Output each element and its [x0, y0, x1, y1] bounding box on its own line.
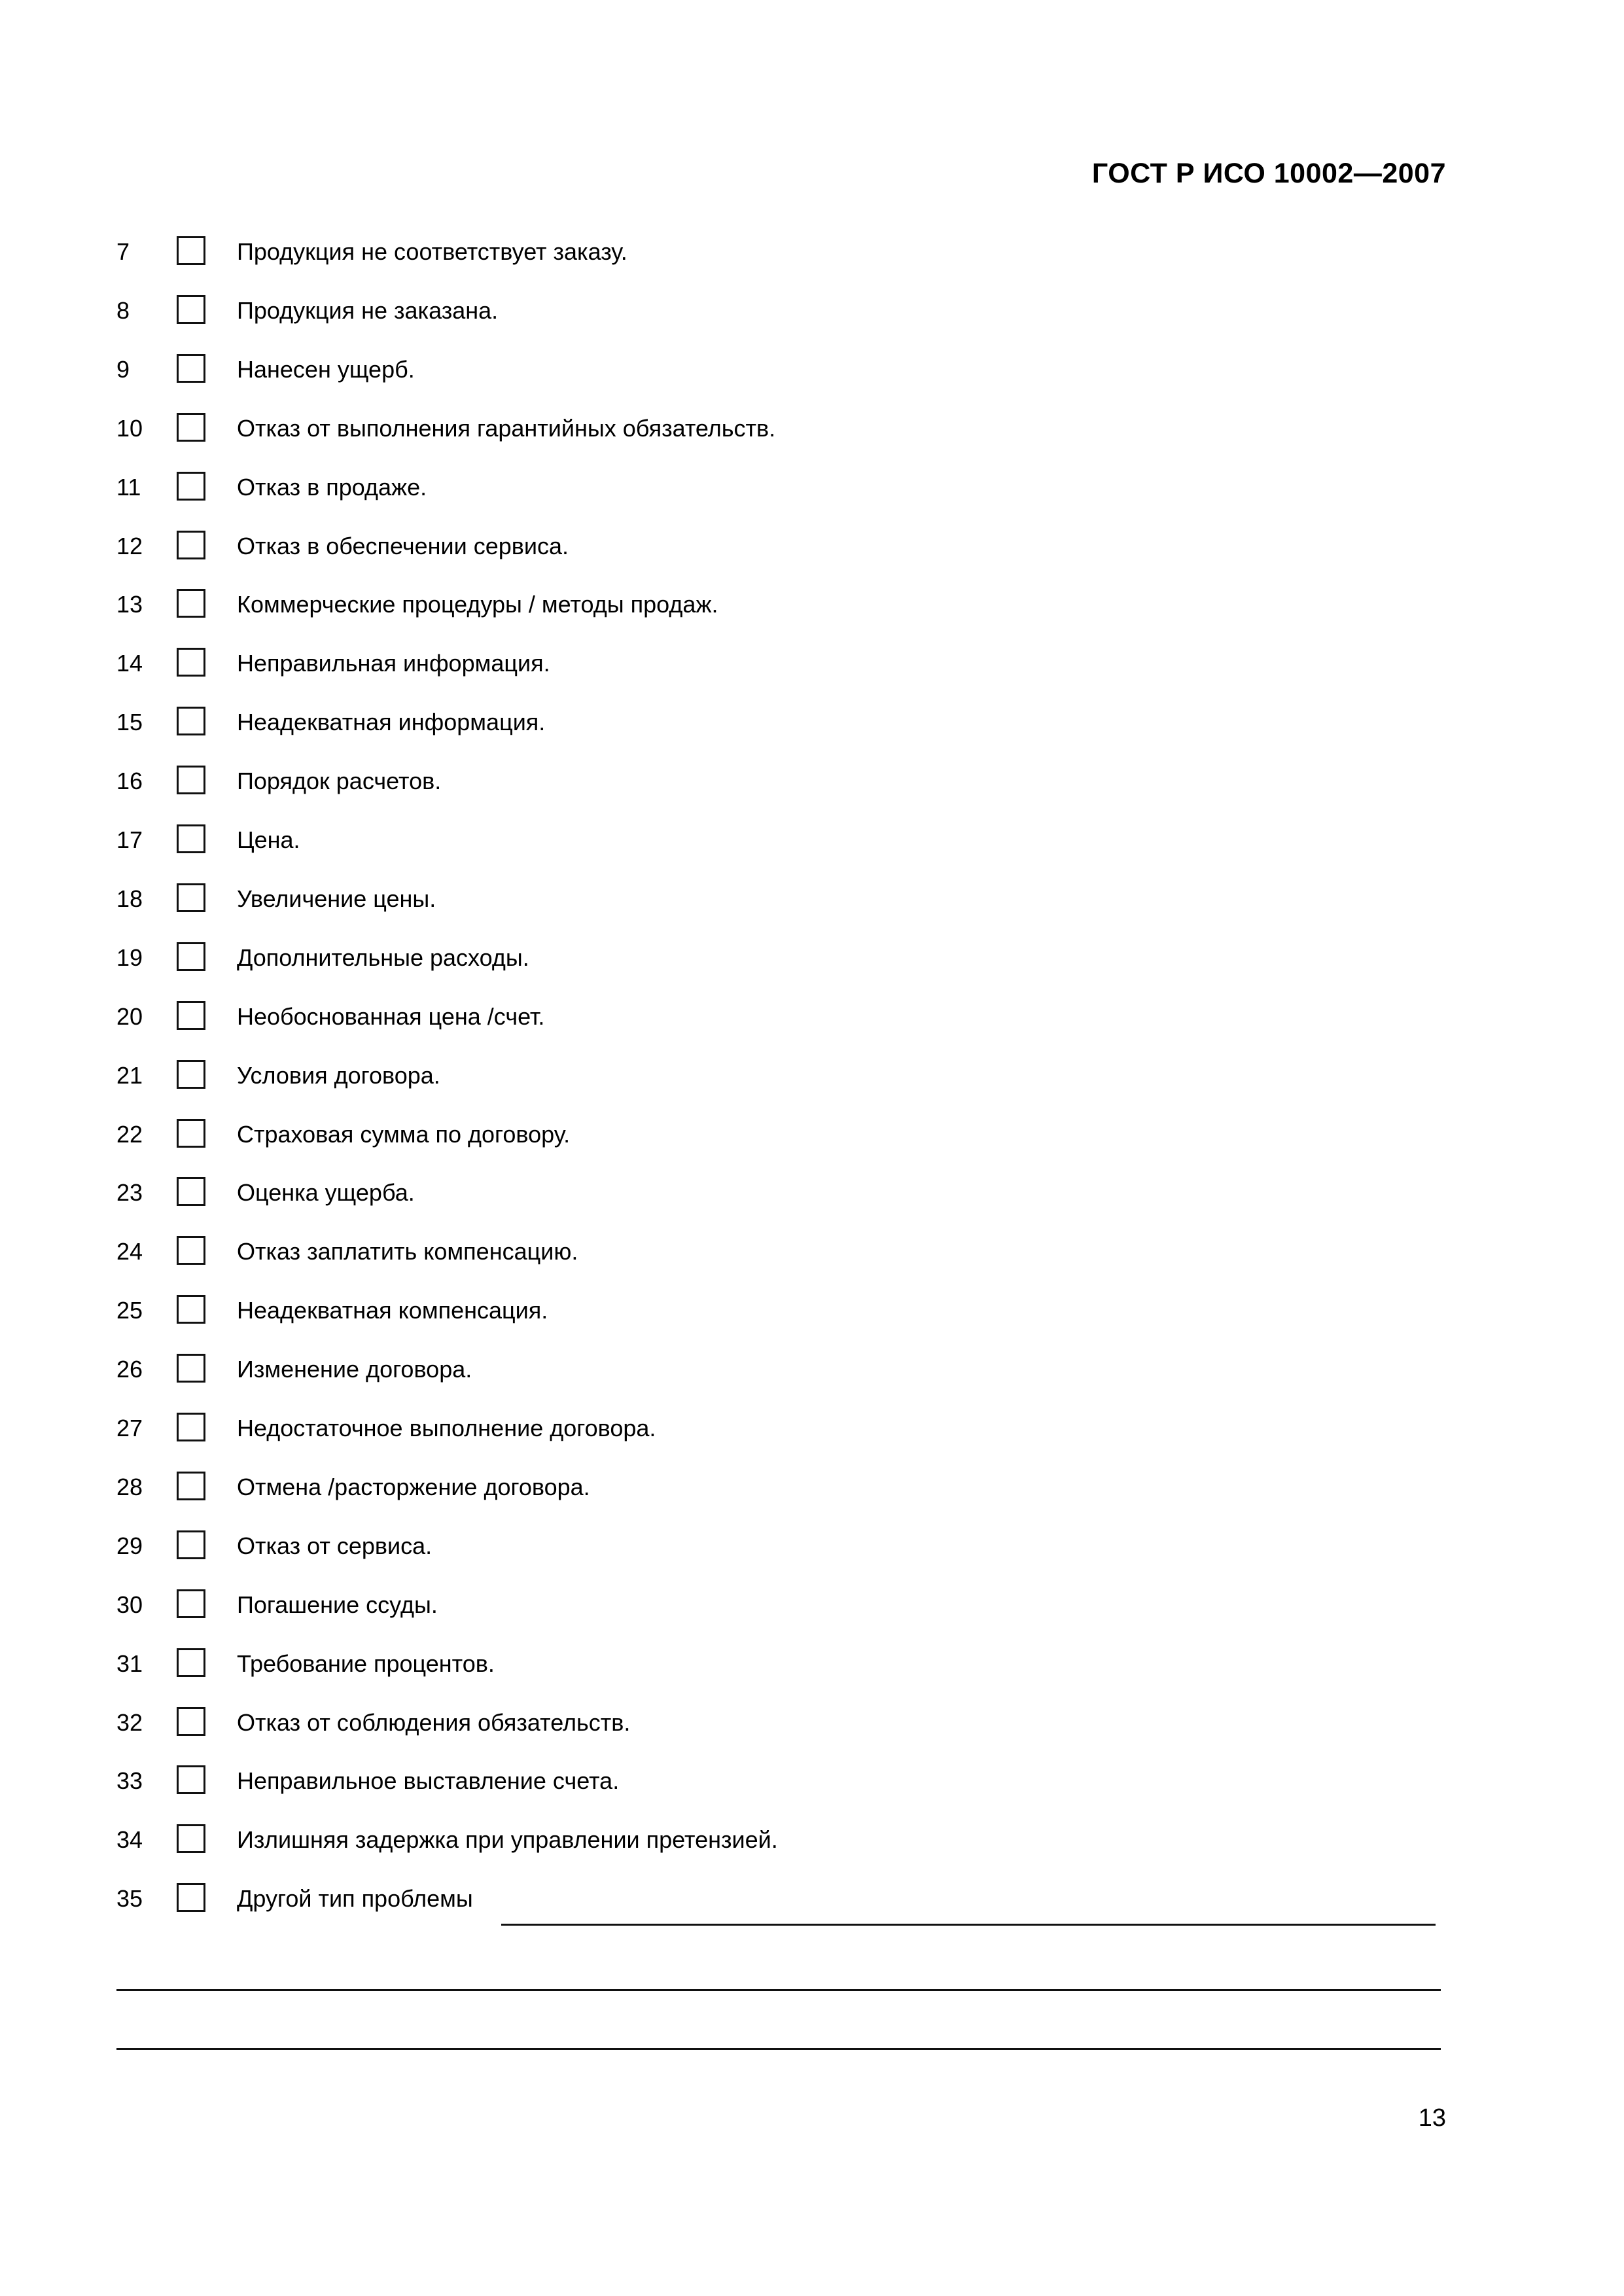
- item-number: 35: [116, 1885, 143, 1912]
- item-label: Коммерческие процедуры / методы продаж.: [237, 591, 718, 618]
- item-label: Продукция не соответствует заказу.: [237, 238, 627, 265]
- item-label: Нанесен ущерб.: [237, 356, 415, 383]
- item-label: Порядок расчетов.: [237, 768, 442, 794]
- checklist-item: [0, 1409, 1624, 1448]
- item-number: 24: [116, 1238, 143, 1265]
- item-number: 34: [116, 1826, 143, 1853]
- item-number: 27: [116, 1415, 143, 1441]
- item-checkbox[interactable]: [177, 883, 205, 912]
- checklist-item: [0, 1585, 1624, 1625]
- item-checkbox[interactable]: [177, 824, 205, 853]
- item-checkbox[interactable]: [177, 648, 205, 677]
- item-label: Отмена /расторжение договора.: [237, 1474, 590, 1500]
- item-label: Погашение ссуды.: [237, 1591, 438, 1618]
- checklist-item: [0, 1761, 1624, 1801]
- checklist-item: [0, 1350, 1624, 1389]
- item-number: 31: [116, 1650, 143, 1677]
- item-checkbox[interactable]: [177, 1648, 205, 1677]
- other-problem-fill-line-2[interactable]: [116, 1989, 1441, 1991]
- item-number: 17: [116, 826, 143, 853]
- item-label: Требование процентов.: [237, 1650, 495, 1677]
- item-number: 9: [116, 356, 130, 383]
- item-number: 19: [116, 944, 143, 971]
- item-label: Условия договора.: [237, 1062, 440, 1089]
- checklist-item: [0, 468, 1624, 507]
- item-label: Необоснованная цена /счет.: [237, 1003, 545, 1030]
- item-checkbox[interactable]: [177, 1413, 205, 1441]
- other-problem-fill-line[interactable]: [501, 1924, 1436, 1926]
- item-label: Неправильное выставление счета.: [237, 1767, 620, 1794]
- item-checkbox[interactable]: [177, 1765, 205, 1794]
- item-checkbox[interactable]: [177, 1472, 205, 1500]
- item-label: Другой тип проблемы: [237, 1885, 473, 1912]
- item-number: 26: [116, 1356, 143, 1383]
- checklist-item: [0, 232, 1624, 272]
- item-checkbox[interactable]: [177, 707, 205, 735]
- item-number: 29: [116, 1532, 143, 1559]
- checklist-item: [0, 1703, 1624, 1742]
- document-code-header: ГОСТ Р ИСО 10002—2007: [1091, 158, 1446, 189]
- item-label: Отказ в обеспечении сервиса.: [237, 533, 569, 559]
- item-label: Страховая сумма по договору.: [237, 1121, 571, 1148]
- item-checkbox[interactable]: [177, 1119, 205, 1148]
- item-number: 13: [116, 591, 143, 618]
- checklist-item: [0, 938, 1624, 978]
- item-label: Изменение договора.: [237, 1356, 472, 1383]
- item-number: 8: [116, 297, 130, 324]
- item-checkbox[interactable]: [177, 1060, 205, 1089]
- item-number: 30: [116, 1591, 143, 1618]
- item-checkbox[interactable]: [177, 1295, 205, 1324]
- checklist-item: [0, 1056, 1624, 1095]
- item-checkbox[interactable]: [177, 1354, 205, 1383]
- checklist-item: [0, 997, 1624, 1036]
- item-number: 33: [116, 1767, 143, 1794]
- checklist-item: [0, 1291, 1624, 1330]
- checklist-item: [0, 821, 1624, 860]
- item-checkbox[interactable]: [177, 1589, 205, 1618]
- checklist-item: [0, 1820, 1624, 1860]
- checklist-item: [0, 350, 1624, 389]
- item-number: 32: [116, 1709, 143, 1736]
- item-number: 21: [116, 1062, 143, 1089]
- item-number: 12: [116, 533, 143, 559]
- item-checkbox[interactable]: [177, 1530, 205, 1559]
- item-label: Продукция не заказана.: [237, 297, 499, 324]
- item-checkbox[interactable]: [177, 413, 205, 442]
- item-checkbox[interactable]: [177, 531, 205, 559]
- item-checkbox[interactable]: [177, 354, 205, 383]
- item-number: 28: [116, 1474, 143, 1500]
- checklist-item: [0, 703, 1624, 742]
- checklist-item: [0, 1232, 1624, 1271]
- item-label: Излишняя задержка при управлении претензией.: [237, 1826, 778, 1853]
- item-number: 20: [116, 1003, 143, 1030]
- item-label: Отказ от сервиса.: [237, 1532, 432, 1559]
- item-number: 23: [116, 1179, 143, 1206]
- checklist-item: [0, 1879, 1624, 1918]
- checklist-item: [0, 1115, 1624, 1154]
- item-label: Увеличение цены.: [237, 885, 436, 912]
- checklist-item: [0, 409, 1624, 448]
- item-checkbox[interactable]: [177, 589, 205, 618]
- checklist-item: [0, 1173, 1624, 1212]
- item-label: Неадекватная информация.: [237, 709, 546, 735]
- item-checkbox[interactable]: [177, 1177, 205, 1206]
- item-checkbox[interactable]: [177, 236, 205, 265]
- item-checkbox[interactable]: [177, 1883, 205, 1912]
- item-checkbox[interactable]: [177, 472, 205, 501]
- checklist-item: [0, 585, 1624, 624]
- item-checkbox[interactable]: [177, 295, 205, 324]
- item-number: 18: [116, 885, 143, 912]
- item-label: Оценка ущерба.: [237, 1179, 415, 1206]
- checklist-item: [0, 527, 1624, 566]
- item-number: 7: [116, 238, 130, 265]
- item-checkbox[interactable]: [177, 1824, 205, 1853]
- item-number: 22: [116, 1121, 143, 1148]
- item-label: Неправильная информация.: [237, 650, 550, 677]
- item-checkbox[interactable]: [177, 942, 205, 971]
- item-label: Цена.: [237, 826, 300, 853]
- checklist-item: [0, 644, 1624, 683]
- checklist-item: [0, 879, 1624, 919]
- item-checkbox[interactable]: [177, 1707, 205, 1736]
- item-number: 14: [116, 650, 143, 677]
- item-label: Неадекватная компенсация.: [237, 1297, 548, 1324]
- item-number: 25: [116, 1297, 143, 1324]
- other-problem-fill-line-3[interactable]: [116, 2048, 1441, 2050]
- item-checkbox[interactable]: [177, 1236, 205, 1265]
- item-number: 15: [116, 709, 143, 735]
- item-label: Отказ от выполнения гарантийных обязательств.: [237, 415, 776, 442]
- checklist-item: [0, 1468, 1624, 1507]
- checklist-item: [0, 1527, 1624, 1566]
- item-number: 10: [116, 415, 143, 442]
- item-label: Отказ от соблюдения обязательств.: [237, 1709, 631, 1736]
- checklist-item: [0, 1644, 1624, 1684]
- item-number: 16: [116, 768, 143, 794]
- page-number: 13: [1418, 2104, 1446, 2132]
- item-checkbox[interactable]: [177, 766, 205, 794]
- item-number: 11: [116, 474, 141, 501]
- item-label: Отказ в продаже.: [237, 474, 427, 501]
- item-label: Недостаточное выполнение договора.: [237, 1415, 656, 1441]
- item-checkbox[interactable]: [177, 1001, 205, 1030]
- item-label: Отказ заплатить компенсацию.: [237, 1238, 578, 1265]
- checklist-item: [0, 762, 1624, 801]
- item-label: Дополнительные расходы.: [237, 944, 529, 971]
- checklist-item: [0, 291, 1624, 330]
